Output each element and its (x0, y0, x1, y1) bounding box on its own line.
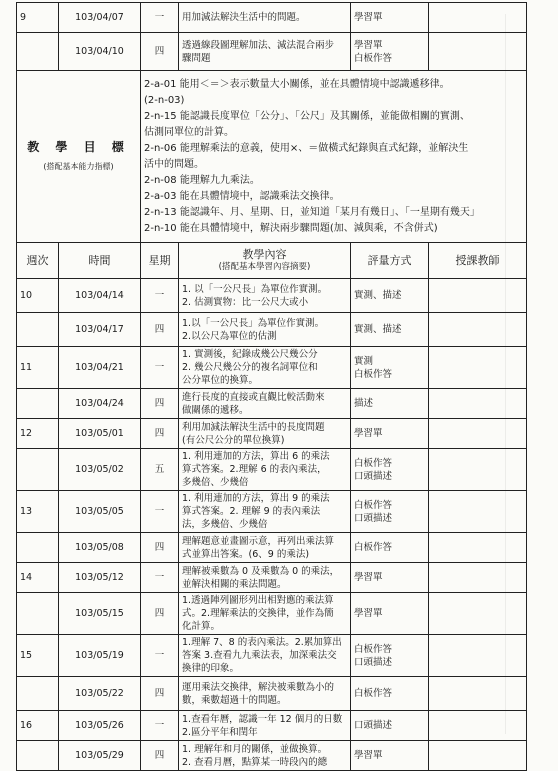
content-cell: 1.透過陣列圖形列出相對應的乘法算 式。2.理解乘法的交換律，並作為簡 化計算。 (179, 593, 351, 635)
weekday-cell: 四 (141, 741, 179, 771)
goal-line: 估測同單位的計算。 (144, 126, 234, 138)
weekday-cell: 四 (141, 389, 179, 419)
weekday-cell: 一 (141, 635, 179, 677)
weekday-cell: 四 (141, 677, 179, 711)
date-cell: 103/04/14 (59, 279, 141, 313)
teacher-cell (429, 279, 527, 313)
header-week: 週次 (17, 243, 59, 279)
teacher-cell (429, 563, 527, 593)
content-cell: 1. 利用連加的方法，算出 6 的乘法 算式答案。2.理解 6 的表內乘法， 多幾倍、少幾倍 (179, 449, 351, 491)
eval-cell: 實測 白板作答 (351, 347, 429, 389)
week-cell (17, 533, 59, 563)
teacher-cell (429, 491, 527, 533)
teacher-cell (429, 533, 527, 563)
table-row (17, 533, 527, 563)
date-cell: 103/04/17 (59, 313, 141, 347)
header-day: 星期 (141, 243, 179, 279)
content-cell: 1.查看年曆，認識一年 12 個月的日數 2.區分平年和閏年 (179, 711, 351, 741)
content-cell: 用加減法解決生活中的問題。 (179, 3, 351, 33)
teacher-cell (429, 419, 527, 449)
eval-cell: 白板作答 (351, 677, 429, 711)
weekday-cell: 一 (141, 711, 179, 741)
week-cell (17, 313, 59, 347)
eval-cell: 學習單 (351, 3, 429, 33)
content-cell: 1. 理解年和月的關係，並做換算。 2. 查看月曆，點算某一時段內的總 (179, 741, 351, 771)
teaching-plan-table (16, 2, 527, 771)
table-row (17, 3, 527, 33)
table-row (17, 347, 527, 389)
date-cell: 103/04/21 (59, 347, 141, 389)
content-cell: 透過線段圖理解加法、減法混合兩步 驟問題 (179, 33, 351, 71)
table-row (17, 449, 527, 491)
goal-line: 2-n-13 能認識年、月、星期、日，並知道「某月有幾日」、「一星期有幾天」 (144, 206, 480, 218)
week-cell: 16 (17, 711, 59, 741)
date-cell: 103/05/29 (59, 741, 141, 771)
goal-line: 2-n-06 能理解乘法的意義，使用×、＝做橫式紀錄與直式紀錄，並解決生 (144, 142, 469, 154)
teacher-cell (429, 389, 527, 419)
table-row (17, 711, 527, 741)
date-cell: 103/04/10 (59, 33, 141, 71)
date-cell: 103/04/24 (59, 389, 141, 419)
content-cell: 1. 以「一公尺長」為單位作實測。 2. 估測實物：比一公尺大或小 (179, 279, 351, 313)
goals-text-cell (141, 71, 527, 243)
table-row (17, 677, 527, 711)
eval-cell: 實測、描述 (351, 279, 429, 313)
content-cell: 1. 利用連加的方法，算出 9 的乘法 算式答案。2. 理解 9 的表內乘法 法，多幾倍、少幾倍 (179, 491, 351, 533)
content-cell: 進行長度的直接或直觀比較活動來 做關係的遞移。 (179, 389, 351, 419)
header-eval: 評量方式 (351, 243, 429, 279)
eval-cell: 實測、描述 (351, 313, 429, 347)
weekday-cell: 四 (141, 419, 179, 449)
content-cell: 理解題意並畫圖示意，再列出乘法算 式並算出答案。(6、9 的乘法) (179, 533, 351, 563)
weekday-cell: 五 (141, 449, 179, 491)
week-cell: 14 (17, 563, 59, 593)
content-cell: 理解被乘數為 0 及乘數為 0 的乘法， 並解決相關的乘法問題。 (179, 563, 351, 593)
content-cell: 1.以「一公尺長」為單位作實測。 2.以公尺為單位的估測 (179, 313, 351, 347)
eval-cell: 學習單 (351, 741, 429, 771)
week-cell: 9 (17, 3, 59, 33)
goals-label: 教 學 目 標 (27, 139, 130, 154)
eval-cell: 學習單 (351, 593, 429, 635)
goal-line: 2-n-08 能理解九九乘法。 (144, 174, 260, 186)
eval-cell: 白板作答 (351, 533, 429, 563)
teacher-cell (429, 677, 527, 711)
eval-cell: 白板作答 口頭描述 (351, 449, 429, 491)
week-cell: 13 (17, 491, 59, 533)
weekday-cell: 四 (141, 33, 179, 71)
content-cell: 運用乘法交換律，解決被乘數為小的 數，乘數超過十的問題。 (179, 677, 351, 711)
date-cell: 103/05/19 (59, 635, 141, 677)
eval-cell: 學習單 白板作答 (351, 33, 429, 71)
date-cell: 103/05/05 (59, 491, 141, 533)
teacher-cell (429, 635, 527, 677)
teacher-cell (429, 593, 527, 635)
week-cell: 12 (17, 419, 59, 449)
weekday-cell: 一 (141, 347, 179, 389)
goal-line: 2-n-15 能認識長度單位「公分」、「公尺」及其關係，並能做相關的實測、 (144, 110, 470, 122)
content-cell: 1.理解 7、8 的表內乘法。2.累加算出 答案 3.查看九九乘法表，加深乘法交 換律的印象。 (179, 635, 351, 677)
table-row (17, 491, 527, 533)
week-cell: 10 (17, 279, 59, 313)
eval-cell: 白板作答 口頭描述 (351, 491, 429, 533)
date-cell: 103/05/22 (59, 677, 141, 711)
goals-label-cell (17, 71, 141, 243)
date-cell: 103/05/08 (59, 533, 141, 563)
table-row (17, 635, 527, 677)
date-cell: 103/05/12 (59, 563, 141, 593)
date-cell: 103/04/07 (59, 3, 141, 33)
date-cell: 103/05/15 (59, 593, 141, 635)
weekday-cell: 四 (141, 593, 179, 635)
week-cell (17, 389, 59, 419)
header-content (179, 243, 351, 279)
goal-line: 活中的問題。 (144, 158, 204, 170)
weekday-cell: 四 (141, 313, 179, 347)
week-cell (17, 593, 59, 635)
teacher-cell (429, 313, 527, 347)
teacher-cell (429, 347, 527, 389)
goal-line: 2-n-10 能在具體情境中，解決兩步驟問題(加、減與乘，不含併式) (144, 222, 438, 234)
weekday-cell: 一 (141, 3, 179, 33)
date-cell: 103/05/01 (59, 419, 141, 449)
goal-line: (2-n-03) (144, 94, 185, 106)
date-cell: 103/05/26 (59, 711, 141, 741)
goals-row (17, 71, 527, 243)
teacher-cell (429, 741, 527, 771)
week-cell (17, 677, 59, 711)
header-content-sub: (搭配基本學習內容摘要) (218, 261, 311, 272)
table-row (17, 419, 527, 449)
table-row (17, 389, 527, 419)
content-cell: 利用加減法解決生活中的長度問題 (有公尺公分的單位換算) (179, 419, 351, 449)
eval-cell: 口頭描述 (351, 711, 429, 741)
eval-cell: 學習單 (351, 419, 429, 449)
goals-sublabel: (搭配基本能力指標) (43, 161, 114, 171)
teacher-cell (429, 3, 527, 33)
weekday-cell: 一 (141, 563, 179, 593)
weekday-cell: 四 (141, 533, 179, 563)
week-cell: 15 (17, 635, 59, 677)
table-row (17, 279, 527, 313)
table-row (17, 593, 527, 635)
table-row (17, 33, 527, 71)
week-cell (17, 741, 59, 771)
content-cell: 1. 實測後，紀錄成幾公尺幾公分 2. 幾公尺幾公分的複名詞單位和 公分單位的換算。 (179, 347, 351, 389)
week-cell (17, 33, 59, 71)
eval-cell: 學習單 (351, 563, 429, 593)
teacher-cell (429, 33, 527, 71)
weekday-cell: 一 (141, 279, 179, 313)
teacher-cell (429, 449, 527, 491)
goal-line: 2-a-01 能用＜＝＞表示數量大小關係，並在具體情境中認識遞移律。 (144, 78, 450, 90)
week-cell: 11 (17, 347, 59, 389)
table-row (17, 563, 527, 593)
table-row (17, 313, 527, 347)
header-content-title: 教學內容 (242, 247, 287, 261)
eval-cell: 白板作答 口頭描述 (351, 635, 429, 677)
eval-cell: 描述 (351, 389, 429, 419)
header-teacher: 授課教師 (429, 243, 527, 279)
header-row (17, 243, 527, 279)
weekday-cell: 一 (141, 491, 179, 533)
week-cell (17, 449, 59, 491)
goal-line: 2-a-03 能在具體情境中，認識乘法交換律。 (144, 190, 340, 202)
header-date: 時間 (59, 243, 141, 279)
teacher-cell (429, 711, 527, 741)
date-cell: 103/05/02 (59, 449, 141, 491)
table-row (17, 741, 527, 771)
